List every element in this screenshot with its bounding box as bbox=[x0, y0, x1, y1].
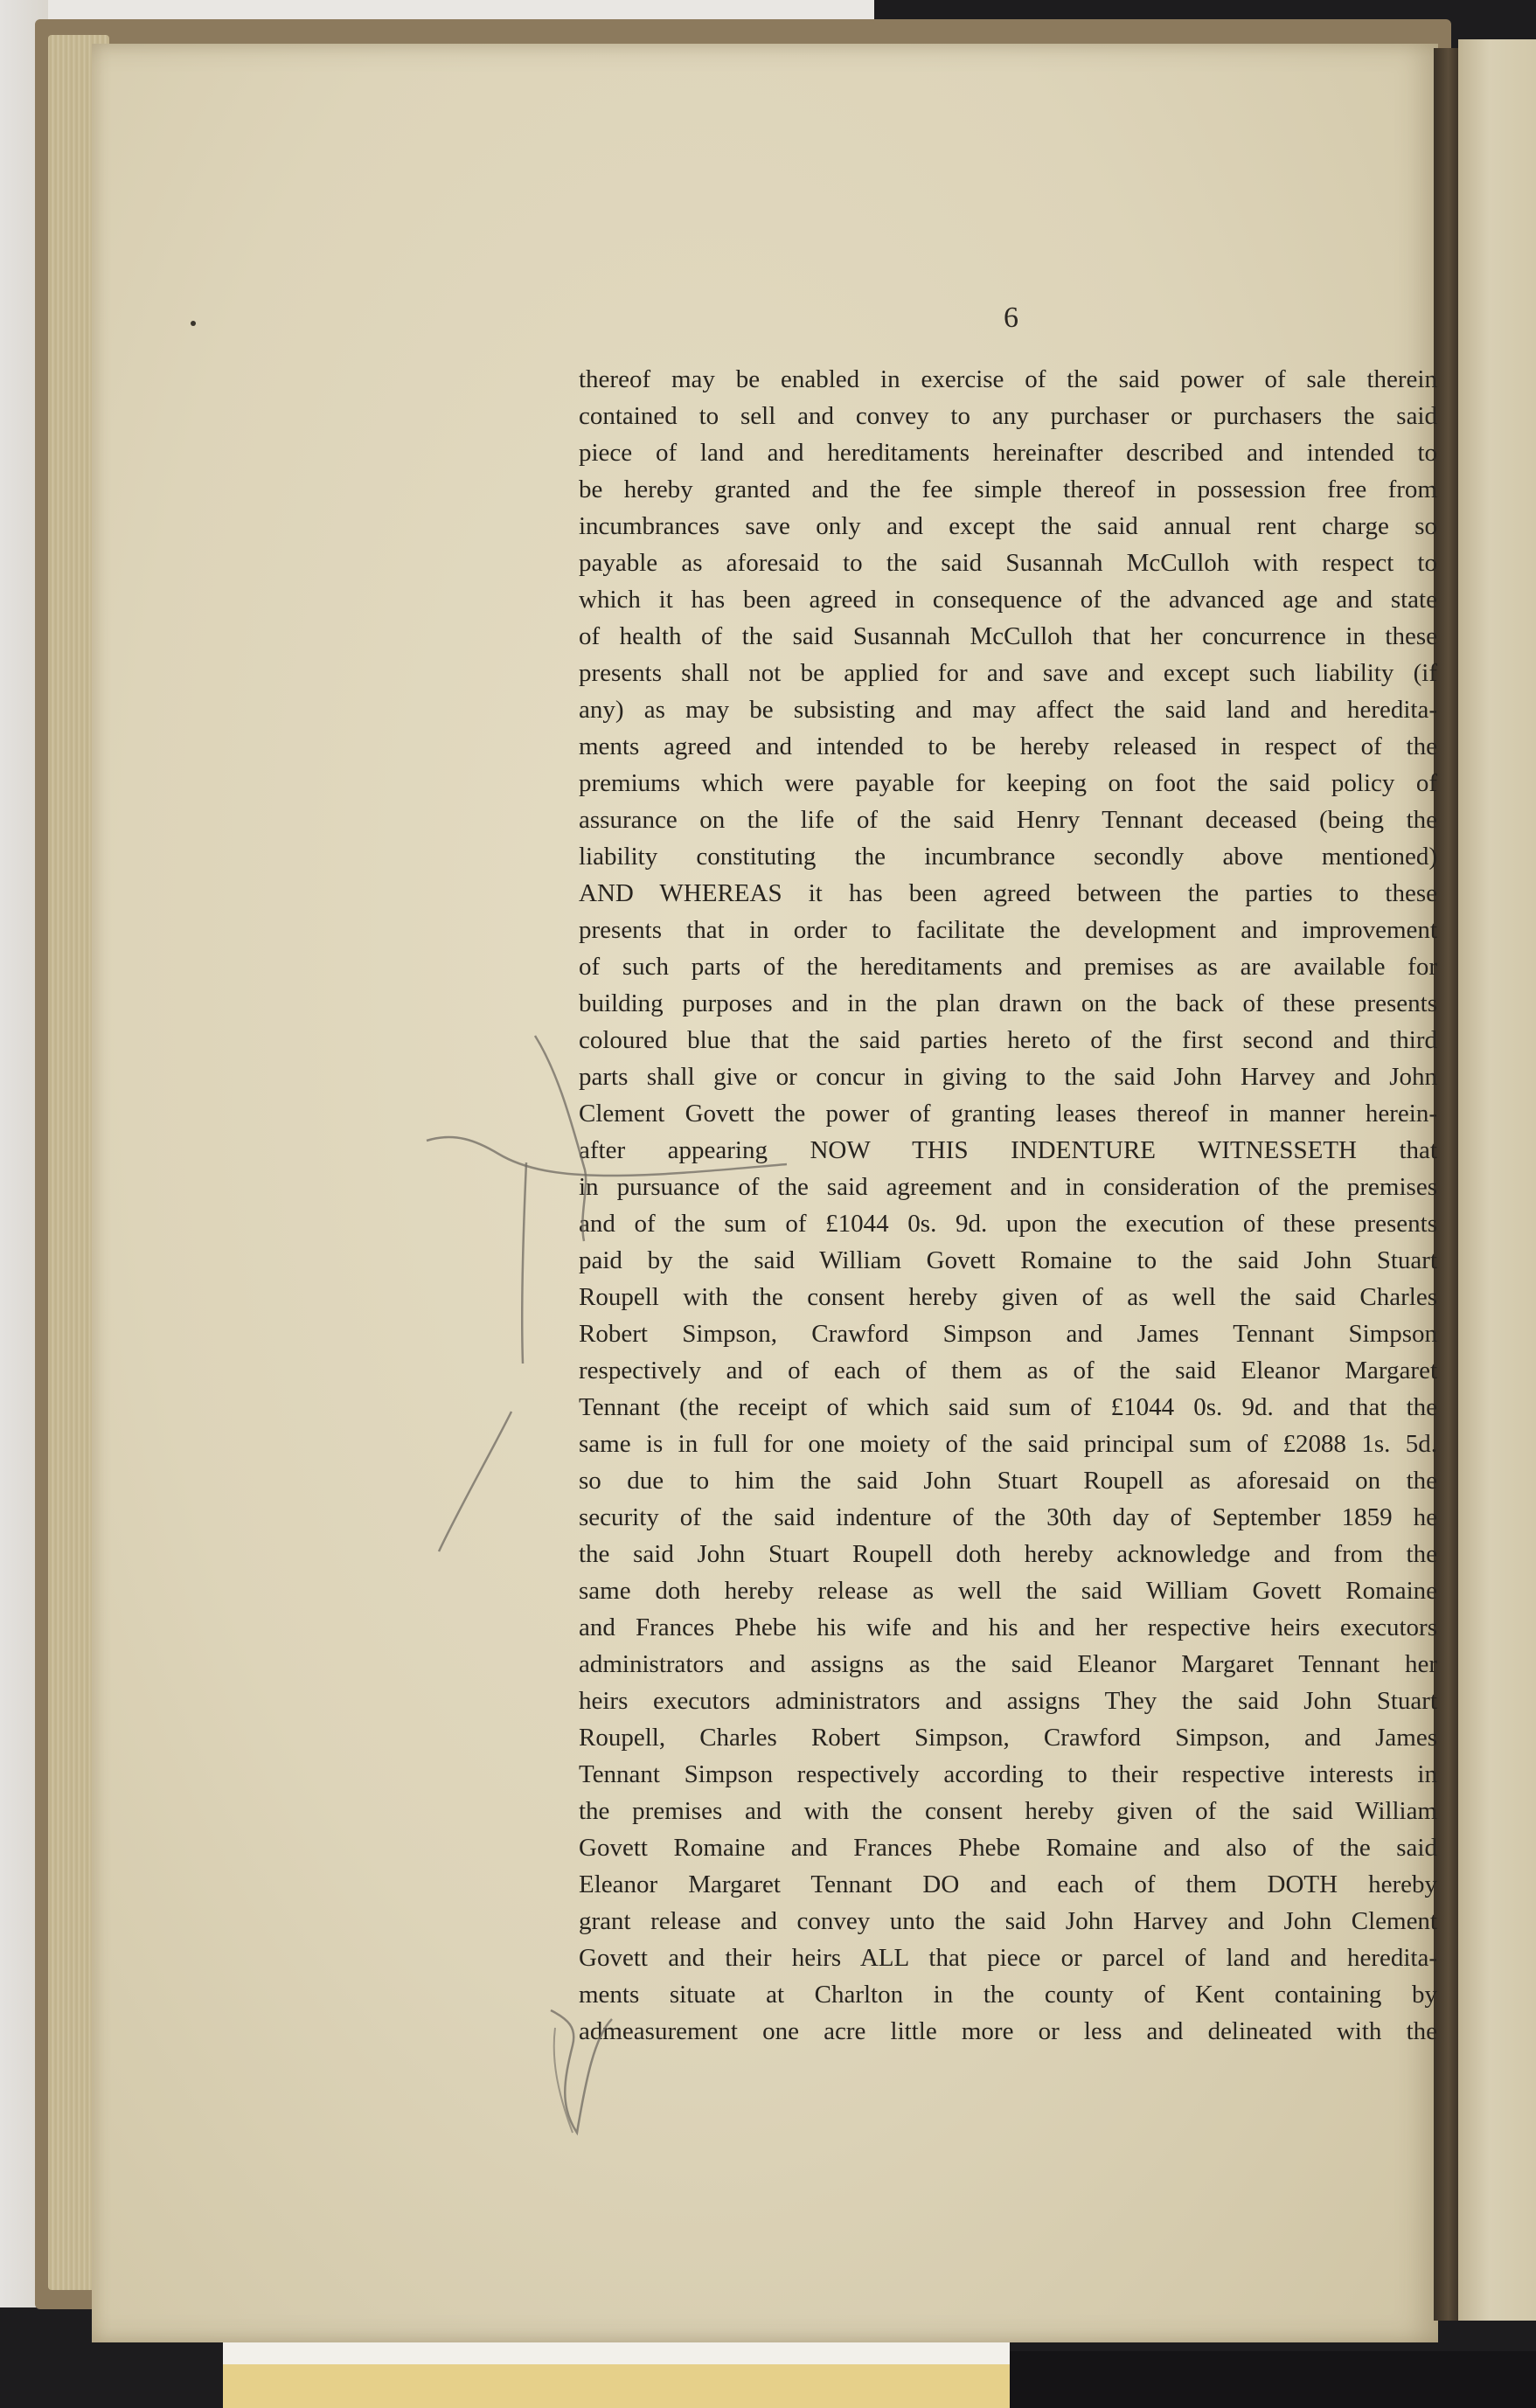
text-line: piece of land and hereditaments hereinafter described and intended to bbox=[579, 439, 1437, 467]
text-line: Eleanor Margaret Tennant DO and each of them DOTH hereby bbox=[579, 1870, 1437, 1898]
book-gutter bbox=[1434, 48, 1458, 2321]
text-line: administrators and assigns as the said Eleanor Margaret Tennant her bbox=[579, 1650, 1437, 1678]
text-line: Clement Govett the power of granting leases thereof in manner herein- bbox=[579, 1100, 1437, 1128]
deed-text-block bbox=[579, 361, 1437, 2065]
text-line: payable as aforesaid to the said Susannah McCulloh with respect to bbox=[579, 549, 1437, 577]
text-line: so due to him the said John Stuart Roupell as aforesaid on the bbox=[579, 1467, 1437, 1495]
text-line: thereof may be enabled in exercise of the said power of sale therein bbox=[579, 365, 1437, 393]
text-line: grant release and convey unto the said John Harvey and John Clement bbox=[579, 1907, 1437, 1935]
text-line: admeasurement one acre little more or less and delineated with the bbox=[579, 2017, 1437, 2045]
text-line: Tennant (the receipt of which said sum of £1044 0s. 9d. and that the bbox=[579, 1393, 1437, 1421]
text-line: in pursuance of the said agreement and in consideration of the premises bbox=[579, 1173, 1437, 1201]
text-line: be hereby granted and the fee simple thereof in possession free from bbox=[579, 475, 1437, 503]
text-line: and Frances Phebe his wife and his and her respective heirs executors bbox=[579, 1613, 1437, 1641]
text-line: incumbrances save only and except the said annual rent charge so bbox=[579, 512, 1437, 540]
text-line: parts shall give or concur in giving to the said John Harvey and John bbox=[579, 1063, 1437, 1091]
facing-page-edge bbox=[1458, 39, 1536, 2321]
text-line: premiums which were payable for keeping on foot the said policy of bbox=[579, 769, 1437, 797]
text-line: AND WHEREAS it has been agreed between the parties to these bbox=[579, 879, 1437, 907]
text-line: respectively and of each of them as of the said Eleanor Margaret bbox=[579, 1357, 1437, 1384]
yellow-paper bbox=[223, 2364, 1010, 2408]
text-line: Roupell, Charles Robert Simpson, Crawford Simpson, and James bbox=[579, 1724, 1437, 1752]
text-line: any) as may be subsisting and may affect the said land and heredita- bbox=[579, 696, 1437, 724]
text-line: security of the said indenture of the 30th day of September 1859 he bbox=[579, 1503, 1437, 1531]
text-line: paid by the said William Govett Romaine to the said John Stuart bbox=[579, 1246, 1437, 1274]
text-line: Govett Romaine and Frances Phebe Romaine and also of the said bbox=[579, 1834, 1437, 1862]
text-line: the premises and with the consent hereby given of the said William bbox=[579, 1797, 1437, 1825]
page-number: 6 bbox=[1004, 302, 1018, 334]
text-line: same is in full for one moiety of the said principal sum of £2088 1s. 5d. bbox=[579, 1430, 1437, 1458]
text-line: the said John Stuart Roupell doth hereby acknowledge and from the bbox=[579, 1540, 1437, 1568]
table-shadow bbox=[1010, 2351, 1536, 2408]
text-line: Tennant Simpson respectively according to their respective interests in bbox=[579, 1760, 1437, 1788]
text-line: same doth hereby release as well the said William Govett Romaine bbox=[579, 1577, 1437, 1605]
text-line: presents shall not be applied for and save and except such liability (if bbox=[579, 659, 1437, 687]
text-line: of such parts of the hereditaments and premises as are available for bbox=[579, 953, 1437, 981]
text-line: Govett and their heirs ALL that piece or parcel of land and heredita- bbox=[579, 1944, 1437, 1972]
text-line: Robert Simpson, Crawford Simpson and James Tennant Simpson bbox=[579, 1320, 1437, 1348]
ink-dot bbox=[191, 321, 196, 326]
text-line: presents that in order to facilitate the development and improvement bbox=[579, 916, 1437, 944]
text-line: ments situate at Charlton in the county of Kent containing by bbox=[579, 1981, 1437, 2009]
text-line: coloured blue that the said parties hereto of the first second and third bbox=[579, 1026, 1437, 1054]
text-line: of health of the said Susannah McCulloh that her concurrence in these bbox=[579, 622, 1437, 650]
text-line: building purposes and in the plan drawn on the back of these presents bbox=[579, 989, 1437, 1017]
text-line: ments agreed and intended to be hereby released in respect of the bbox=[579, 732, 1437, 760]
text-line: and of the sum of £1044 0s. 9d. upon the execution of these presents bbox=[579, 1210, 1437, 1238]
text-line: assurance on the life of the said Henry Tennant deceased (being the bbox=[579, 806, 1437, 834]
text-line: contained to sell and convey to any purchaser or purchasers the said bbox=[579, 402, 1437, 430]
text-line: heirs executors administrators and assigns They the said John Stuart bbox=[579, 1687, 1437, 1715]
text-line: after appearing NOW THIS INDENTURE WITNESSETH that bbox=[579, 1136, 1437, 1164]
text-line: liability constituting the incumbrance secondly above mentioned) bbox=[579, 843, 1437, 871]
text-line: Roupell with the consent hereby given of as well the said Charles bbox=[579, 1283, 1437, 1311]
text-line: which it has been agreed in consequence of the advanced age and state bbox=[579, 586, 1437, 614]
